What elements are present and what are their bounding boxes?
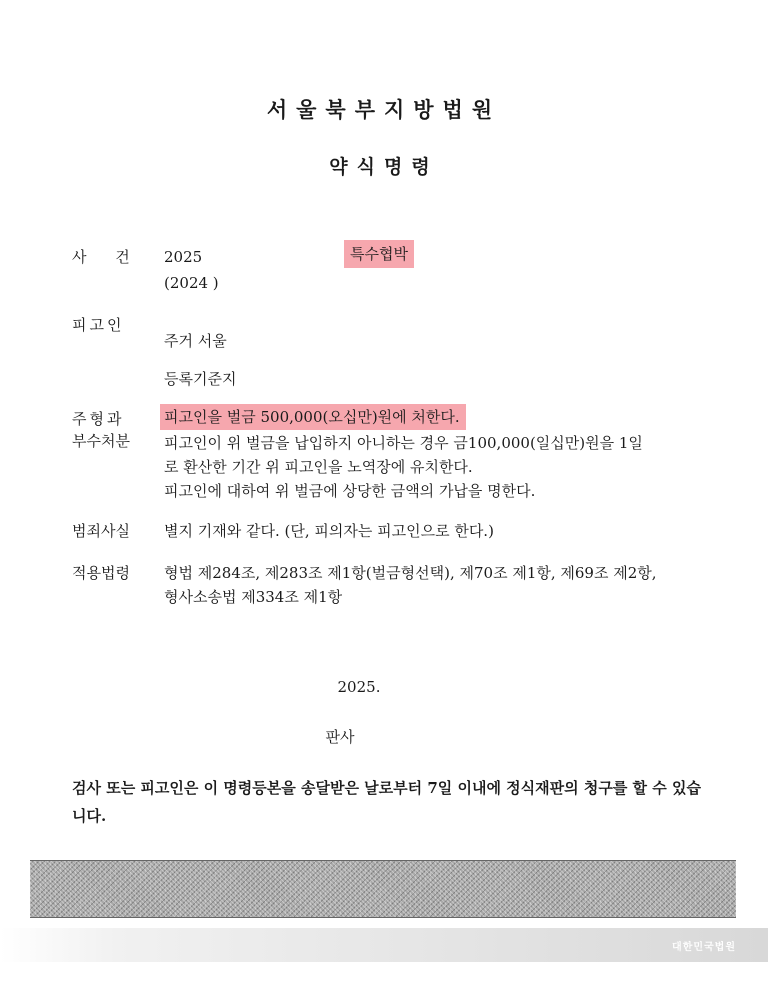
- issue-date: 2025.: [337, 678, 381, 696]
- defendant-label: 피고인: [72, 316, 125, 334]
- case-number: 2025: [164, 248, 203, 266]
- appeal-notice: 검사 또는 피고인은 이 명령등본을 송달받은 날로부터 7일 이내에 정식재판의 청구를 할 수 있습니다.: [72, 779, 701, 825]
- sentence-main-highlight: 피고인을 벌금 500,000(오십만)원에 처한다.: [160, 404, 466, 430]
- document-type-heading: 약식명령: [329, 156, 439, 178]
- sentence-label-sub: 부수처분: [72, 432, 130, 450]
- judge-signature-line: 판사: [325, 728, 355, 746]
- facts-text: 별지 기재와 같다. (단, 피의자는 피고인으로 한다.): [164, 522, 494, 540]
- court-name-heading: 서울북부지방법원: [266, 98, 502, 122]
- footer-band: [0, 928, 768, 962]
- defendant-address: 주거 서울: [164, 332, 227, 350]
- law-line-2: 형사소송법 제334조 제1항: [164, 588, 343, 606]
- case-prior-number: (2024 ): [164, 274, 219, 292]
- sentence-line-3: 로 환산한 기간 위 피고인을 노역장에 유치한다.: [164, 458, 473, 476]
- law-line-1: 형법 제284조, 제283조 제1항(벌금형선택), 제70조 제1항, 제69조 제2항,: [164, 564, 657, 582]
- redacted-area: [30, 860, 736, 918]
- case-crime-highlight: 특수협박: [344, 240, 414, 268]
- sentence-line-4: 피고인에 대하여 위 벌금에 상당한 금액의 가납을 명한다.: [164, 482, 536, 500]
- facts-label: 범죄사실: [72, 522, 130, 540]
- sentence-label-main: 주형과: [72, 410, 125, 428]
- court-watermark: 대한민국법원: [672, 942, 736, 953]
- defendant-registered-domicile: 등록기준지: [164, 370, 237, 388]
- law-label: 적용법령: [72, 564, 130, 582]
- case-label: 사 건: [72, 248, 142, 266]
- sentence-line-2: 피고인이 위 벌금을 납입하지 아니하는 경우 금100,000(일십만)원을 1일: [164, 434, 643, 452]
